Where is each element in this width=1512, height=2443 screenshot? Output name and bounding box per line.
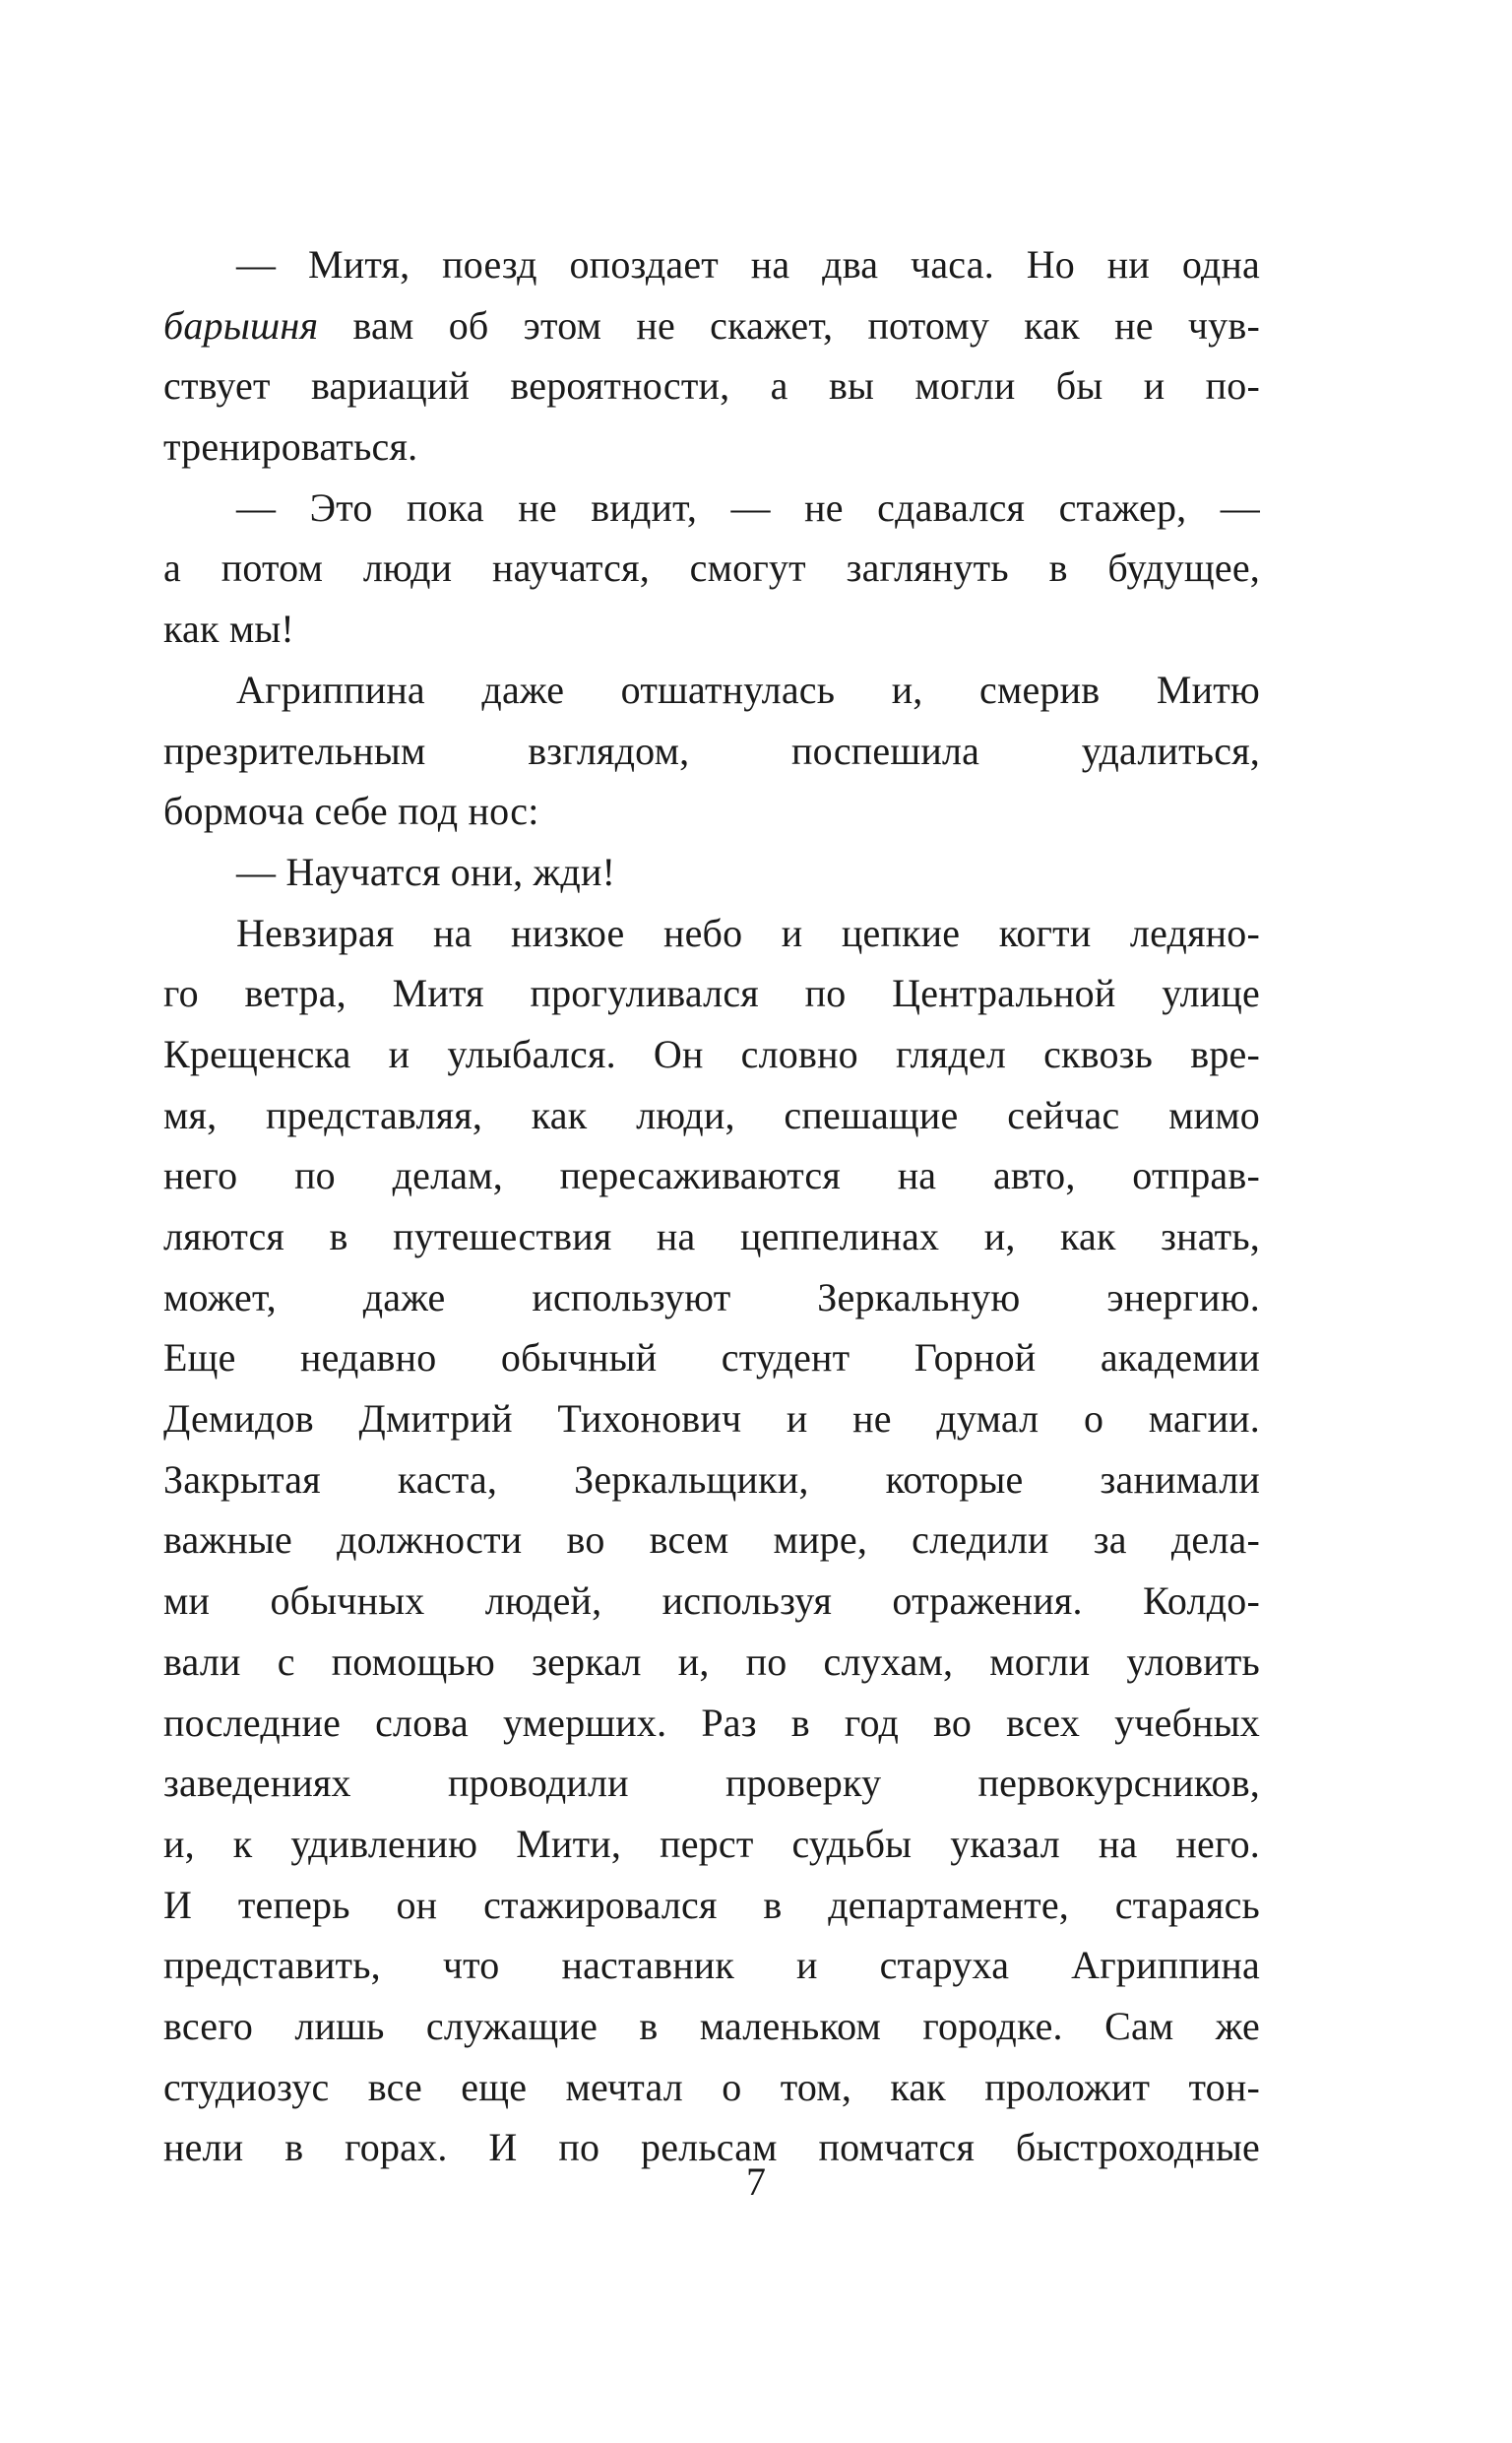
text-line: заведениях проводили проверку первокурсников, bbox=[163, 1761, 1260, 1806]
paragraph-narrative-1 bbox=[163, 660, 1260, 842]
text-line: Закрытая каста, Зеркальщики, которые занимали bbox=[163, 1456, 1260, 1502]
text-line: и, к удивлению Мити, перст судьбы указал на него. bbox=[163, 1821, 1260, 1866]
text-line: презрительным взглядом, поспешила удалиться, bbox=[163, 728, 1260, 773]
text-line: Крещенска и улыбался. Он словно глядел сквозь вре- bbox=[163, 1031, 1260, 1076]
text-line: — Научатся они, жди! bbox=[236, 849, 616, 894]
text-line-rest: вам об этом не скажет, потому как не чув- bbox=[318, 302, 1260, 348]
text-line: Невзирая на низкое небо и цепкие когти ледяно- bbox=[236, 910, 1260, 955]
text-line: последние слова умерших. Раз в год во всех учебных bbox=[163, 1700, 1260, 1745]
text-line: как мы! bbox=[163, 607, 294, 652]
text-line: представить, что наставник и старуха Агриппина bbox=[163, 1943, 1260, 1988]
text-line: может, даже используют Зеркальную энергию. bbox=[163, 1274, 1260, 1319]
text-line: ляются в путешествия на цеппелинах и, как знать, bbox=[163, 1214, 1260, 1258]
book-page-text bbox=[163, 234, 1260, 2178]
text-line bbox=[163, 295, 1260, 356]
text-line: ствует вариаций вероятности, а вы могли бы и по- bbox=[163, 363, 1260, 409]
paragraph-dialogue-2 bbox=[163, 478, 1260, 660]
text-line: — Это пока не видит, — не сдавался стажер, — bbox=[236, 484, 1260, 530]
text-line: нели в горах. И по рельсам помчатся быстроходные bbox=[163, 2125, 1260, 2170]
text-line: важные должности во всем мире, следили за дела- bbox=[163, 1517, 1260, 1563]
text-line: мя, представляя, как люди, спешащие сейчас мимо bbox=[163, 1092, 1260, 1137]
text-line: тренироваться. bbox=[163, 424, 418, 470]
text-line: Агриппина даже отшатнулась и, смерив Митю bbox=[236, 667, 1260, 712]
text-line: Еще недавно обычный студент Горной академии bbox=[163, 1335, 1260, 1381]
text-line: ми обычных людей, используя отражения. Колдо- bbox=[163, 1578, 1260, 1624]
text-line: го ветра, Митя прогуливался по Центральной улице bbox=[163, 971, 1260, 1016]
text-line: Демидов Дмитрий Тихонович и не думал о магии. bbox=[163, 1396, 1260, 1442]
text-line: — Митя, поезд опоздает на два часа. Но ни одна bbox=[236, 242, 1260, 287]
text-line: а потом люди научатся, смогут заглянуть в будущее, bbox=[163, 546, 1260, 591]
text-line: студиозус все еще мечтал о том, как проложит тон- bbox=[163, 2064, 1260, 2109]
page-number: 7 bbox=[746, 2159, 766, 2204]
text-line: вали с помощью зеркал и, по слухам, могли уловить bbox=[163, 1639, 1260, 1684]
paragraph-dialogue-1 bbox=[163, 234, 1260, 478]
text-line: И теперь он стажировался в департаменте, стараясь bbox=[163, 1882, 1260, 1927]
paragraph-dialogue-3 bbox=[163, 842, 1260, 903]
text-line: бормоча себе под нос: bbox=[163, 789, 539, 834]
paragraph-narrative-2 bbox=[163, 903, 1260, 2178]
text-line: него по делам, пересаживаются на авто, отправ- bbox=[163, 1153, 1260, 1198]
italic-word: барышня bbox=[163, 302, 319, 348]
text-line: всего лишь служащие в маленьком городке. Сам же bbox=[163, 2003, 1260, 2048]
